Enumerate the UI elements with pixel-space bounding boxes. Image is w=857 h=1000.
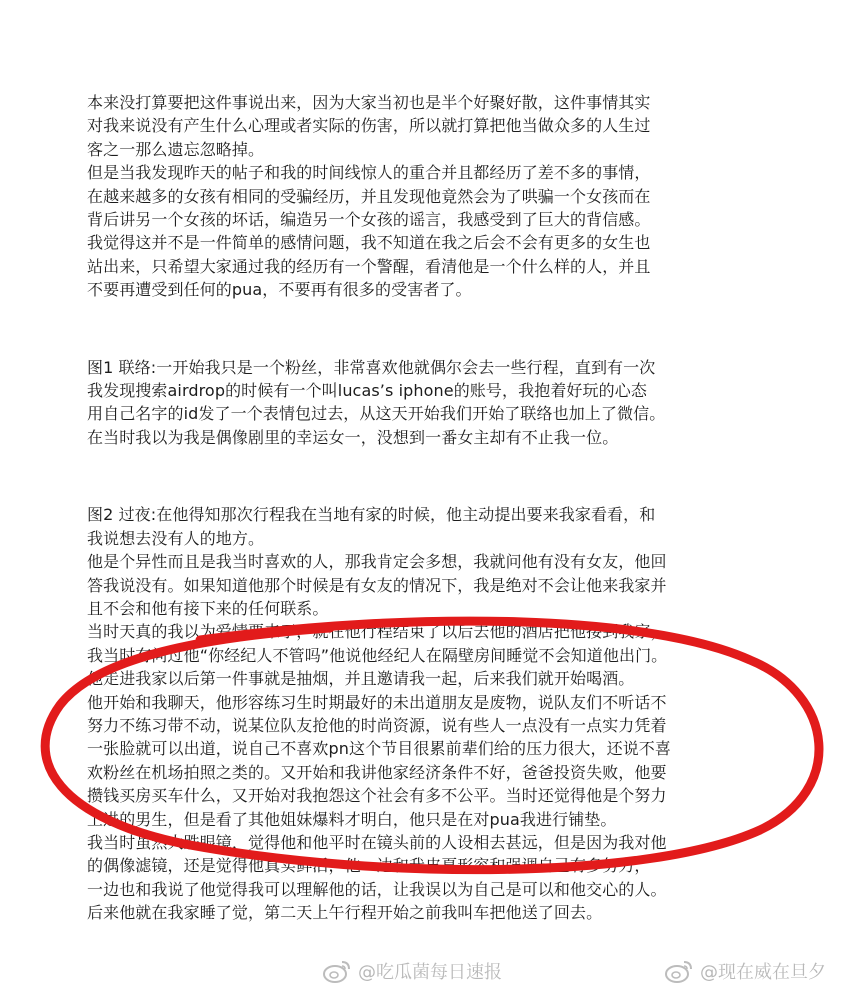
text-line: 在当时我以为我是偶像剧里的幸运女一，没想到一番女主却有不止我一位。 (87, 427, 619, 447)
text-line: 且不会和他有接下来的任何联系。 (87, 598, 329, 618)
text-line: 我当时有问过他“你经纪人不管吗”他说他经纪人在隔壁房间睡觉不会知道他出门。 (87, 645, 668, 665)
paragraph-figure-1 (87, 356, 767, 450)
paragraph-intro (87, 91, 767, 302)
weibo-icon (322, 958, 352, 984)
text-line: 当时天真的我以为爱情要来了，就在他行程结束了以后去他的酒店把他接到我家， (87, 622, 667, 642)
text-line: 他开始和我聊天，他形容练习生时期最好的未出道朋友是废物，说队友们不听话不 (87, 692, 667, 712)
watermark-right (664, 958, 826, 984)
text-line: 本来没打算要把这件事说出来，因为大家当初也是半个好聚好散，这件事情其实 (87, 93, 651, 112)
text-line: 不要再遭受到任何的pua，不要再有很多的受害者了。 (87, 280, 472, 300)
text-line: 但是当我发现昨天的帖子和我的时间线惊人的重合并且都经历了差不多的事情， (87, 163, 651, 183)
document-body (87, 91, 767, 979)
watermark-text: @吃瓜菌每日速报 (358, 962, 502, 983)
text-line: 图2 过夜:在他得知那次行程我在当地有家的时候，他主动提出要来我家看看，和 (87, 505, 656, 525)
text-line: 我发现搜索airdrop的时候有一个叫lucas’s iphone的账号，我抱着好玩的心态 (87, 381, 647, 401)
text-line: 努力不练习带不动，说某位队友抢他的时尚资源，说有些人一点没有一点实力凭着 (87, 715, 667, 735)
text-line: 用自己名字的id发了一个表情包过去，从这天开始我们开始了联络也加上了微信。 (87, 404, 666, 424)
paragraph-figure-2 (87, 503, 767, 924)
text-line: 背后讲另一个女孩的坏话，编造另一个女孩的谣言，我感受到了巨大的背信感。 (87, 210, 651, 230)
watermark-text: @现在威在旦夕 (700, 962, 826, 983)
text-line: 的偶像滤镜，还是觉得他真实鲜活，他一边和我皮夏形容和强调自己有多努力， (87, 856, 651, 876)
watermark-left (322, 958, 502, 984)
watermark-bar (0, 958, 857, 988)
text-line: 攒钱买房买车什么，又开始对我抱怨这个社会有多不公平。当时还觉得他是个努力 (87, 786, 667, 806)
text-line: 欢粉丝在机场拍照之类的。又开始和我讲他家经济条件不好，爸爸投资失败，他要 (87, 762, 667, 782)
text-line: 后来他就在我家睡了觉，第二天上午行程开始之前我叫车把他送了回去。 (87, 903, 603, 923)
text-line: 他是个异性而且是我当时喜欢的人，那我肯定会多想，我就问他有没有女友，他回 (87, 552, 667, 572)
text-line: 一边也和我说了他觉得我可以理解他的话，让我误以为自己是可以和他交心的人。 (87, 879, 667, 899)
text-line: 站出来，只希望大家通过我的经历有一个警醒，看清他是一个什么样的人，并且 (87, 256, 651, 276)
weibo-icon (664, 958, 694, 984)
text-line: 我说想去没有人的地方。 (87, 528, 265, 548)
text-line: 我觉得这并不是一件简单的感情问题，我不知道在我之后会不会有更多的女生也 (87, 233, 651, 253)
text-line: 对我来说没有产生什么心理或者实际的伤害，所以就打算把他当做众多的人生过 (87, 116, 651, 136)
text-line: 客之一那么遗忘忽略掉。 (87, 139, 265, 159)
text-line: 图1 联络:一开始我只是一个粉丝，非常喜欢他就偶尔会去一些行程，直到有一次 (87, 357, 656, 377)
text-line: 一张脸就可以出道，说自己不喜欢pn这个节目很累前辈们给的压力很大，还说不喜 (87, 739, 671, 759)
text-line: 他走进我家以后第一件事就是抽烟，并且邀请我一起，后来我们就开始喝酒。 (87, 669, 635, 689)
text-line: 在越来越多的女孩有相同的受骗经历，并且发现他竟然会为了哄骗一个女孩而在 (87, 186, 651, 206)
text-line: 答我说没有。如果知道他那个时候是有女友的情况下，我是绝对不会让他来我家并 (87, 575, 667, 595)
text-line: 我当时虽然大跌眼镜，觉得他和他平时在镜头前的人设相去甚远，但是因为我对他 (87, 832, 667, 852)
text-line: 上进的男生，但是看了其他姐妹爆料才明白，他只是在对pua我进行铺垫。 (87, 809, 617, 829)
